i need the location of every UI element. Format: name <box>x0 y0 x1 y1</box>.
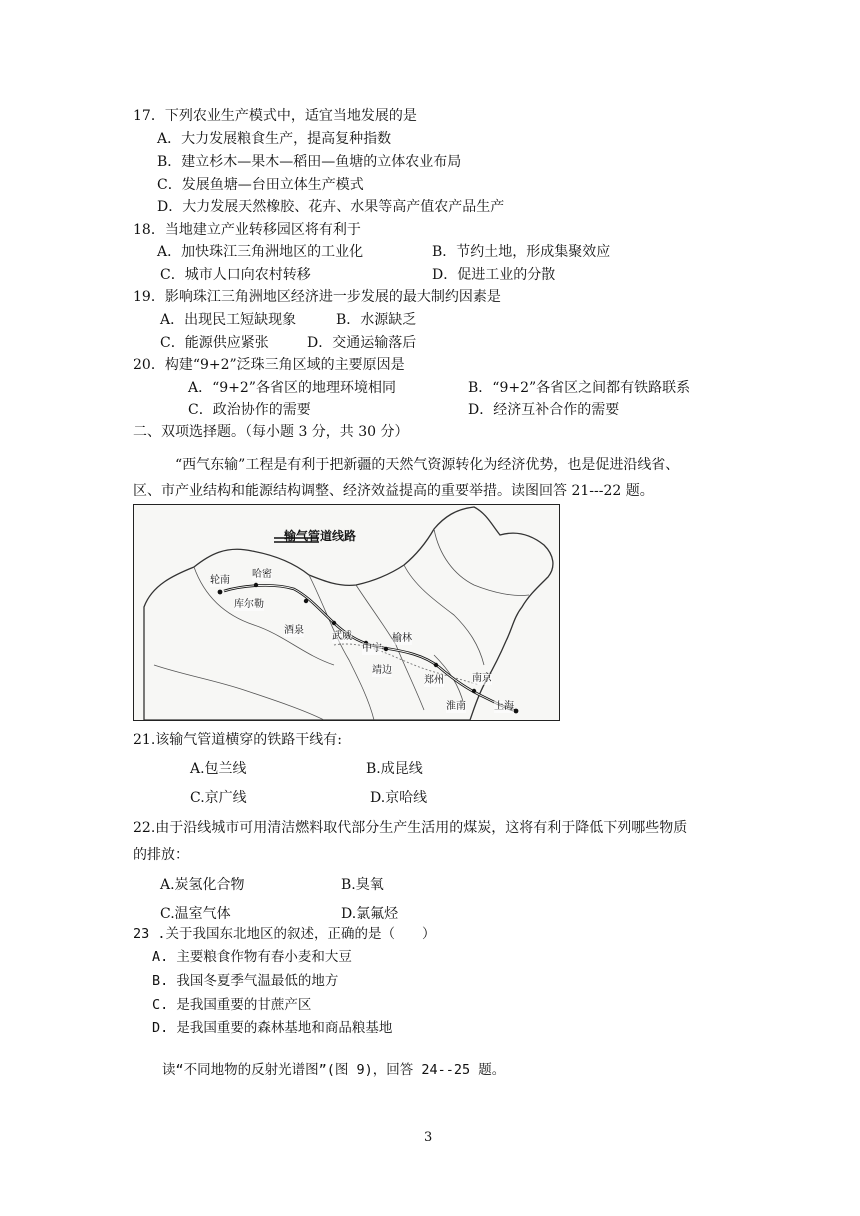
page-number: 3 <box>424 1130 433 1145</box>
city-label-jingbian: 靖边 <box>372 665 392 676</box>
q23-option-d: D. 是我国重要的森林基地和商品粮基地 <box>152 1020 393 1036</box>
q18-option-a: A．加快珠江三角洲地区的工业化 <box>157 244 364 260</box>
q19-stem: 19．影响珠江三角洲地区经济进一步发展的最大制约因素是 <box>133 289 501 305</box>
q22-option-b: B.臭氧 <box>341 877 384 893</box>
q20-option-a: A．“9+2”各省区的地理环境相同 <box>188 380 396 396</box>
q17-option-a: A．大力发展粮食生产，提高复种指数 <box>157 131 392 147</box>
q21-option-c: C.京广线 <box>190 790 247 806</box>
city-label-nanjing: 南京 <box>472 673 492 684</box>
q21-option-b: B.成昆线 <box>366 761 423 777</box>
q17-option-d: D．大力发展天然橡胶、花卉、水果等高产值农产品生产 <box>157 199 505 215</box>
q22-stem-line1: 22.由于沿线城市可用清洁燃料取代部分生产生活用的煤炭，这将有利于降低下列哪些物质 <box>133 820 688 836</box>
q20-option-d: D．经济互补合作的需要 <box>468 402 620 418</box>
city-label-zhongning: 中宁 <box>362 643 382 654</box>
city-label-zhengzhou: 郑州 <box>424 675 444 686</box>
q17-option-c: C．发展鱼塘—台田立体生产模式 <box>157 177 364 193</box>
city-dot-jiuquan <box>304 599 308 603</box>
map-legend-label: 输气管道线路 <box>284 529 357 543</box>
q18-option-c: C．城市人口向农村转移 <box>160 267 311 283</box>
city-label-kuerle: 库尔勒 <box>234 599 264 610</box>
q19-option-d: D．交通运输落后 <box>307 335 417 351</box>
q22-option-d: D.氯氟烃 <box>341 906 399 922</box>
q22-stem-line2: 的排放： <box>133 847 189 863</box>
province-border-6 <box>154 665 324 720</box>
q21-option-d: D.京哈线 <box>370 790 428 806</box>
city-label-lunnan: 轮南 <box>210 575 230 586</box>
q21-stem: 21.该输气管道横穿的铁路干线有: <box>133 732 342 748</box>
q22-option-a: A.炭氢化合物 <box>160 877 245 893</box>
city-dot-shanghai <box>514 709 519 714</box>
city-dot-hami <box>254 583 258 587</box>
q17-option-b: B．建立杉木—果木—稻田—鱼塘的立体农业布局 <box>157 154 462 170</box>
city-dot-lunnan <box>218 590 223 595</box>
q19-option-a: A．出现民工短缺现象 <box>160 312 297 328</box>
city-dot-wuwei <box>332 621 336 625</box>
q23-option-a: A. 主要粮食作物有春小麦和大豆 <box>152 949 352 965</box>
q20-option-c: C．政治协作的需要 <box>188 402 311 418</box>
q18-option-b: B．节约土地，形成集聚效应 <box>432 244 611 260</box>
city-label-shanghai: 上海 <box>494 701 514 712</box>
q18-option-d: D．促进工业的分散 <box>432 267 556 283</box>
q19-option-c: C．能源供应紧张 <box>160 335 269 351</box>
city-label-wuwei: 武威 <box>332 631 352 642</box>
q23-option-b: B. 我国冬夏季气温最低的地方 <box>152 973 339 989</box>
section-2-intro-line2: 区、市产业结构和能源结构调整、经济效益提高的重要举措。读图回答 21---22 题。 <box>133 483 654 499</box>
province-border-4 <box>404 565 484 665</box>
river <box>334 644 479 685</box>
q24-intro: 读“不同地物的反射光谱图”(图 9)，回答 24--25 题。 <box>162 1062 506 1078</box>
q21-option-a: A.包兰线 <box>190 761 247 777</box>
q23-option-c: C. 是我国重要的甘蔗产区 <box>152 997 312 1013</box>
section-2-intro-line1: “西气东输”工程是有利于把新疆的天然气资源转化为经济优势，也是促进沿线省、 <box>175 457 680 473</box>
province-border-5 <box>434 529 529 596</box>
q18-stem: 18．当地建立产业转移园区将有利于 <box>133 222 361 238</box>
city-label-hami: 哈密 <box>252 569 272 580</box>
q20-option-b: B．“9+2”各省区之间都有铁路联系 <box>468 380 691 396</box>
q22-option-c: C.温室气体 <box>160 906 231 922</box>
q17-stem: 17．下列农业生产模式中，适宜当地发展的是 <box>133 108 417 124</box>
city-dot-jingbian <box>384 647 388 651</box>
city-label-huainan: 淮南 <box>446 701 466 712</box>
gas-pipeline-map <box>133 504 560 721</box>
q23-stem: 23 .关于我国东北地区的叙述，正确的是（ ） <box>133 926 436 942</box>
q19-option-b: B．水源缺乏 <box>336 312 417 328</box>
q20-stem: 20．构建“9+2”泛珠三角区域的主要原因是 <box>133 357 405 373</box>
city-dot-nanjing <box>472 689 476 693</box>
city-label-yulin: 榆林 <box>392 633 412 644</box>
city-label-jiuquan: 酒泉 <box>284 625 304 636</box>
section-2-title: 二、双项选择题。（每小题 3 分，共 30 分） <box>133 424 409 440</box>
city-dot-zhengzhou <box>434 663 438 667</box>
